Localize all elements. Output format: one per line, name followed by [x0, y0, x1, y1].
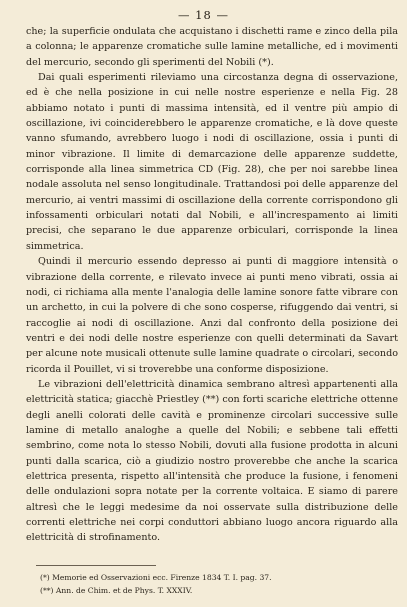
page-number: — 18 —: [178, 8, 229, 22]
footnotes: [40, 571, 390, 597]
footnote: (**) Ann. de Chim. et de Phys. T. XXXIV.: [40, 586, 193, 595]
paragraph: che; la superficie ondulata che acquistano i dischetti rame e zinco della pila a colonna; le apparenze cromatiche sulle lamine metalliche, ed i movimenti del mercurio, secondo gli sperimenti del Nobili (*).: [26, 26, 398, 68]
paragraph: Le vibrazioni dell'elettricità dinamica sembrano altresì appartenenti alla elettricità statica; giacchè Priestley (**) con forti scariche elettriche ottenne degli anelli colorati delle cavità e prominenze circolari successive sulle lamine di metallo analoghe a quelle del Nobili; e sebbene tali effetti sembrino, come nota lo stesso Nobili, dovuti alla fusione prodotta in alcuni punti dalla scarica, ciò a giudizio nostro proverebbe che anche la scarica elettrica presenta, rispetto all'intensità che produce la fusione, i fenomeni delle ondulazioni sopra notate per la corrente voltaica. E siamo di parere altresì che le leggi medesime da noi osservate sulla distribuzione delle correnti elettriche nei corpi conduttori abbiano luogo ancora riguardo alla elettricità di strofinamento.: [26, 378, 398, 544]
paragraph: Dai quali esperimenti rileviamo una circostanza degna di osservazione, ed è che nella posizione in cui nelle nostre esperienze e nella Fig. 28 abbiamo notato i punti di massima intensità, ed il ventre più ampio di oscillazione, ivi coinciderebbero le apparenze cromatiche, e là dove queste vanno sfumando, avrebbero luogo i nodi di oscillazione, ossia i punti di minor vibrazione. Il limite di demarcazione delle apparenze suddette, corrisponde alla linea simmetrica CD (Fig. 28), che per noi sarebbe linea nodale assoluta nel senso longitudinale. Trattandosi poi delle apparenze del mercurio, ai ventri massimi di oscillazione della corrente corrispondono gli infossamenti orbiculari notati dal Nobili, e all'increspamento ai limiti precisi, che separano le due apparenze orbiculari, corrisponde la linea simmetrica.: [26, 72, 398, 252]
footnote: (*) Memorie ed Osservazioni ecc. Firenze 1834 T. I. pag. 37.: [40, 573, 272, 582]
paragraph: Quindi il mercurio essendo depresso ai punti di maggiore intensità o vibrazione della corrente, e rilevato invece ai punti meno vibrati, ossia ai nodi, ci richiama alla mente l'analogia delle lamine sonore fatte vibrare con un archetto, in cui la polvere di che sono cosperse, rifuggendo dai ventri, si raccoglie ai nodi di oscillazione. Anzi dal confronto della posizione dei ventri e dei nodi delle nostre esperienze con quelli determinati da Savart per alcune note musicali ottenute sulle lamine quadrate o circolari, secondo ricorda il Pouillet, vi si troverebbe una conforme disposizione.: [26, 256, 398, 375]
footnote-separator: [36, 565, 156, 566]
body-text: [26, 24, 398, 546]
